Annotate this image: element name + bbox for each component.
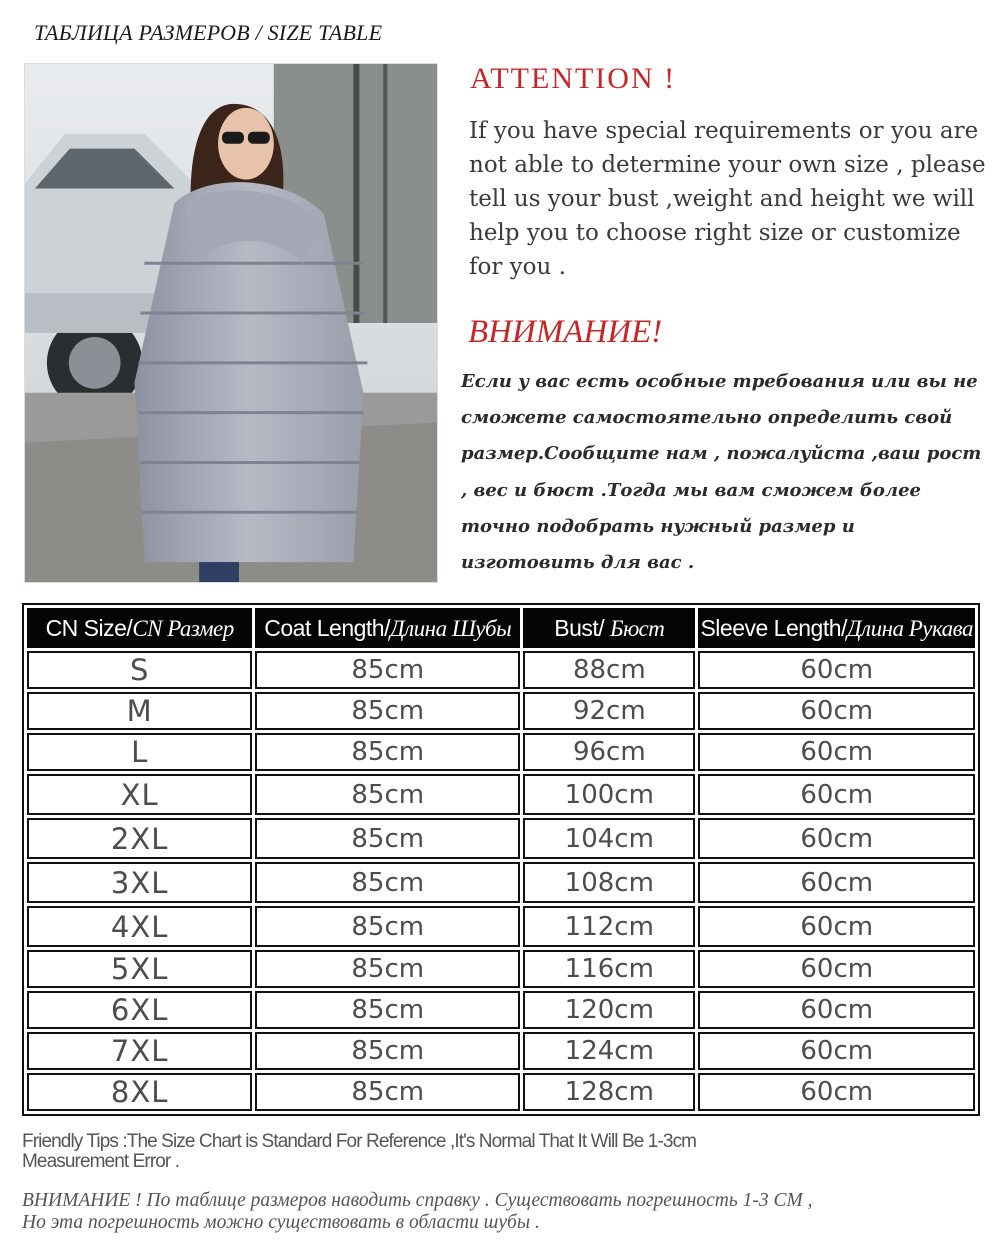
sleeve-length-cell: 60cm [698,906,975,947]
sleeve-length-cell: 60cm [698,818,975,859]
coat-length-cell: 85cm [255,991,520,1029]
table-row [27,692,975,730]
sleeve-length-cell: 60cm [698,950,975,988]
table-row [27,906,975,947]
sleeve-length-cell: 60cm [698,692,975,730]
coat-length-cell: 85cm [255,1032,520,1070]
header-coat-length: Coat Length/Длина Шубы [255,608,520,648]
bust-cell: 116cm [523,950,695,988]
bust-cell: 120cm [523,991,695,1029]
table-row [27,950,975,988]
size-cell: 5XL [27,950,252,988]
coat-length-cell: 85cm [255,1073,520,1111]
size-cell: S [27,651,252,689]
coat-length-cell: 85cm [255,733,520,771]
size-cell: 6XL [27,991,252,1029]
table-row [27,651,975,689]
bust-cell: 100cm [523,774,695,815]
size-cell: 8XL [27,1073,252,1111]
size-cell: L [27,733,252,771]
bust-cell: 124cm [523,1032,695,1070]
size-cell: 7XL [27,1032,252,1070]
product-photo [24,63,438,583]
table-row [27,774,975,815]
table-row [27,733,975,771]
coat-length-cell: 85cm [255,692,520,730]
coat-length-cell: 85cm [255,950,520,988]
size-cell: 2XL [27,818,252,859]
header-cn-size: CN Size/CN Размер [27,608,252,648]
bust-cell: 112cm [523,906,695,947]
bust-cell: 104cm [523,818,695,859]
sleeve-length-cell: 60cm [698,1032,975,1070]
table-row [27,1073,975,1111]
size-cell: XL [27,774,252,815]
table-row [27,862,975,903]
table-row [27,1032,975,1070]
sleeve-length-cell: 60cm [698,733,975,771]
attention-heading: ATTENTION ! [470,62,677,95]
table-row [27,991,975,1029]
sleeve-length-cell: 60cm [698,1073,975,1111]
size-table-header [27,608,975,648]
vnimanie-text: Если у вас есть особные требования или вы не сможете самостоятельно определить свой размер.Сообщите нам , пожалуйста ,ваш рост , вес и бюст .Тогда мы вам сможем более точно подобрать нужный размер и изготовить для вас . [461,371,982,574]
size-cell: M [27,692,252,730]
bust-cell: 128cm [523,1073,695,1111]
coat-length-cell: 85cm [255,774,520,815]
bust-cell: 88cm [523,651,695,689]
sleeve-length-cell: 60cm [698,991,975,1029]
header-bust: Bust/ Бюст [523,608,695,648]
bust-cell: 96cm [523,733,695,771]
coat-length-cell: 85cm [255,906,520,947]
attention-text: If you have special requirements or you are not able to determine your own size , please tell us your bust ,weight and height we will help you to choose right size or customize for you . [469,118,986,280]
size-cell: 4XL [27,906,252,947]
vnimanie-heading: ВНИМАНИЕ! [468,314,663,350]
bust-cell: 92cm [523,692,695,730]
coat-length-cell: 85cm [255,818,520,859]
table-row [27,818,975,859]
tips-ru-line-2: Но эта погрешность можно существовать в области шубы . [22,1212,540,1233]
sleeve-length-cell: 60cm [698,862,975,903]
size-table [22,603,980,1116]
size-cell: 3XL [27,862,252,903]
friendly-tips-ru [22,1190,982,1234]
header-sleeve-length: Sleeve Length/Длина Рукава [698,608,975,648]
tips-ru-line-1: ВНИМАНИЕ ! По таблице размеров наводить справку . Существовать погрешность 1-3 CM , [22,1190,813,1211]
friendly-tips-en [22,1132,922,1172]
sleeve-length-cell: 60cm [698,774,975,815]
coat-length-cell: 85cm [255,651,520,689]
coat-length-cell: 85cm [255,862,520,903]
bust-cell: 108cm [523,862,695,903]
page-title: ТАБЛИЦА РАЗМЕРОВ / SIZE TABLE [34,20,383,45]
tips-en-line-2: Measurement Error . [22,1151,180,1172]
tips-en-line-1: Friendly Tips :The Size Chart is Standard For Reference ,It's Normal That It Will Be 1-3cm [22,1131,697,1152]
sleeve-length-cell: 60cm [698,651,975,689]
fur-coat-model-image [25,64,437,582]
size-table-body [27,651,975,1111]
